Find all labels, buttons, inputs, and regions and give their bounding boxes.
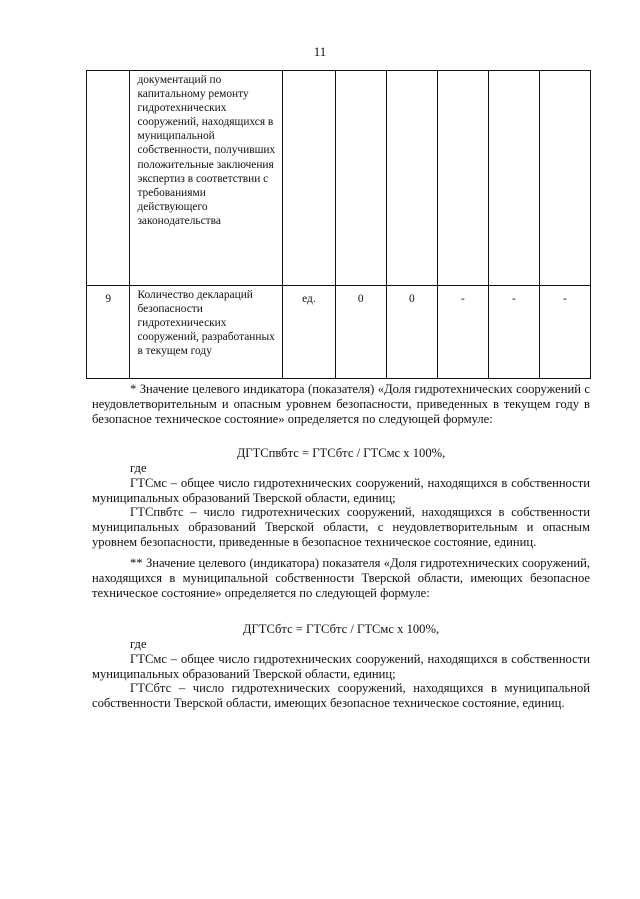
value-cell	[539, 71, 590, 286]
where-label: где	[130, 637, 147, 651]
value-cell	[386, 71, 437, 286]
unit-cell	[283, 71, 335, 286]
value-cell: -	[437, 286, 488, 379]
value-cell: -	[488, 286, 539, 379]
value-cell	[437, 71, 488, 286]
row-number-cell: 9	[87, 286, 130, 379]
value-cell: 0	[335, 286, 386, 379]
table-row	[87, 286, 591, 379]
value-cell	[488, 71, 539, 286]
definition: ГТСмс – общее число гидротехнических сооружений, находящихся в собственности муниципальных образований Тверской области, единиц;	[92, 651, 590, 681]
definition: ГТСбтс – число гидротехнических сооружений, находящихся в муниципальной собственности Тверской области, имеющих безопасное техническое состояние, единиц.	[92, 681, 590, 711]
note-2-text: ** Значение целевого (индикатора) показателя «Доля гидротехнических сооружений, находящихся в муниципальной собственности Тверской области, имеющих безопасное техническое состояние» определяется по следующей формуле:	[92, 556, 590, 600]
table-row	[87, 71, 591, 286]
definition: ГТСпвбтс – число гидротехнических сооружений, находящихся в собственности муниципальных образований Тверской области, с неудовлетворительным и опасным уровнем безопасности, приведенные в безопасное техническое состояние, единиц.	[92, 505, 590, 549]
value-cell: 0	[386, 286, 437, 379]
value-cell: -	[539, 286, 590, 379]
formula-2: ДГТСбтс = ГТСбтс / ГТСмс х 100%,	[242, 622, 440, 636]
note-1-text: * Значение целевого индикатора (показателя) «Доля гидротехнических сооружений с неудовлетворительным и опасным уровнем безопасности, приведенных в текущем году в безопасное техническое состояние» определяется по следующей формуле:	[92, 382, 590, 426]
indicator-name-cell: Количество деклараций безопасности гидротехнических сооружений, разработанных в текущем году	[130, 286, 283, 379]
note-2	[92, 556, 590, 600]
row-number-cell	[87, 71, 130, 286]
indicator-name-cell: документаций по капитальному ремонту гидротехнических сооружений, находящихся в муниципальной собственности, получивших положительные заключения экспертиз в соответствии с требованиями действующего законодательства	[130, 71, 283, 286]
formula-1: ДГТСпвбтс = ГТСбтс / ГТСмс х 100%,	[236, 446, 446, 460]
value-cell	[335, 71, 386, 286]
definition: ГТСмс – общее число гидротехнических сооружений, находящихся в собственности муниципальных образований Тверской области, единиц;	[92, 475, 590, 505]
indicators-table	[86, 70, 591, 379]
note-1-definitions	[92, 461, 590, 550]
unit-cell: ед.	[283, 286, 335, 379]
note-2-definitions	[92, 637, 590, 711]
where-label: где	[130, 461, 147, 475]
page-number: 11	[313, 44, 327, 59]
note-1	[92, 382, 590, 426]
